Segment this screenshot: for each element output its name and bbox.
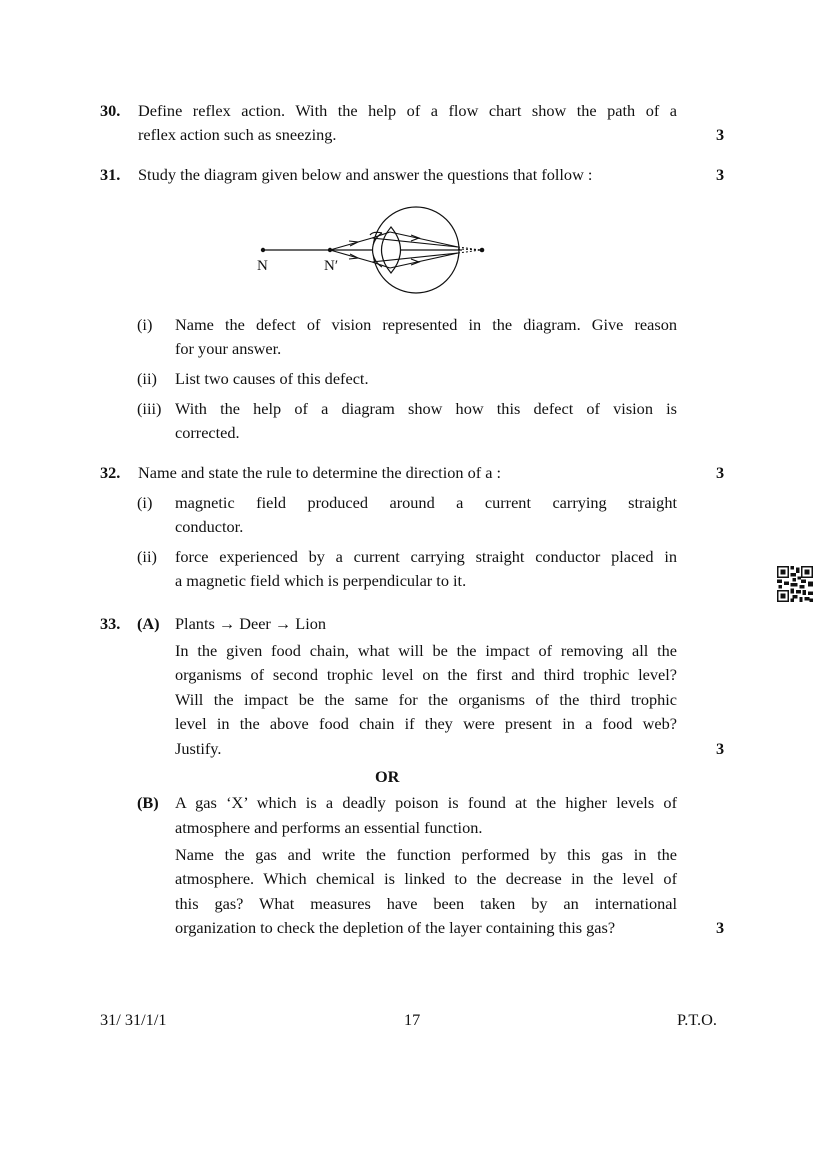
question-number: 31.: [100, 165, 121, 184]
or-separator: OR: [375, 767, 400, 786]
marks: 3: [716, 739, 725, 758]
question-text: atmosphere and performs an essential function.: [175, 818, 483, 837]
question-text: Will the impact be the same for the organisms of the third trophic: [175, 690, 677, 709]
question-text: In the given food chain, what will be the impact of removing all the: [175, 641, 677, 660]
question-number: 30.: [100, 101, 121, 120]
page-number: 17: [404, 1010, 421, 1029]
part-label: (ii): [137, 547, 157, 566]
eye-defect-diagram: [240, 195, 500, 305]
question-text: organisms of second trophic level on the first and third trophic level?: [175, 665, 677, 684]
question-number: 32.: [100, 463, 121, 482]
part-text: List two causes of this defect.: [175, 369, 369, 388]
part-text: for your answer.: [175, 339, 282, 358]
paper-code: 31/ 31/1/1: [100, 1010, 167, 1029]
part-text: Name the defect of vision represented in the diagram. Give reason: [175, 315, 677, 334]
question-text: Study the diagram given below and answer the questions that follow :: [138, 165, 593, 184]
part-label: (iii): [137, 399, 162, 418]
question-number: 33.: [100, 614, 121, 633]
qr-code-icon: [776, 566, 814, 602]
pto-label: P.T.O.: [677, 1010, 717, 1029]
label-n: N: [257, 258, 268, 274]
part-text: a magnetic field which is perpendicular to it.: [175, 571, 467, 590]
marks: 3: [716, 463, 725, 482]
question-text: organization to check the depletion of the layer containing this gas?: [175, 918, 616, 937]
part-text: conductor.: [175, 517, 244, 536]
part-label: (ii): [137, 369, 157, 388]
food-chain: Plants → Deer → Lion: [175, 614, 327, 633]
part-label: (i): [137, 315, 153, 334]
question-text: Justify.: [175, 739, 222, 758]
part-text: corrected.: [175, 423, 240, 442]
question-text: atmosphere. Which chemical is linked to the decrease in the level of: [175, 869, 677, 888]
question-text: Name the gas and write the function performed by this gas in the: [175, 845, 677, 864]
question-text: this gas? What measures have been taken by an international: [175, 894, 677, 913]
question-text: Define reflex action. With the help of a flow chart show the path of a: [138, 101, 677, 120]
question-text: Name and state the rule to determine the direction of a :: [138, 463, 502, 482]
part-label: (i): [137, 493, 153, 512]
marks: 3: [716, 918, 725, 937]
marks: 3: [716, 165, 725, 184]
question-text: level in the above food chain if they were present in a food web?: [175, 714, 677, 733]
option-label-b: (B): [137, 793, 159, 812]
marks: 3: [716, 125, 725, 144]
part-text: With the help of a diagram show how this defect of vision is: [175, 399, 677, 418]
question-text: reflex action such as sneezing.: [138, 125, 337, 144]
part-text: force experienced by a current carrying straight conductor placed in: [175, 547, 677, 566]
label-n-prime: N′: [324, 258, 339, 274]
option-label-a: (A): [137, 614, 160, 633]
question-text: A gas ‘X’ which is a deadly poison is found at the higher levels of: [175, 793, 677, 812]
part-text: magnetic field produced around a current carrying straight: [175, 493, 677, 512]
